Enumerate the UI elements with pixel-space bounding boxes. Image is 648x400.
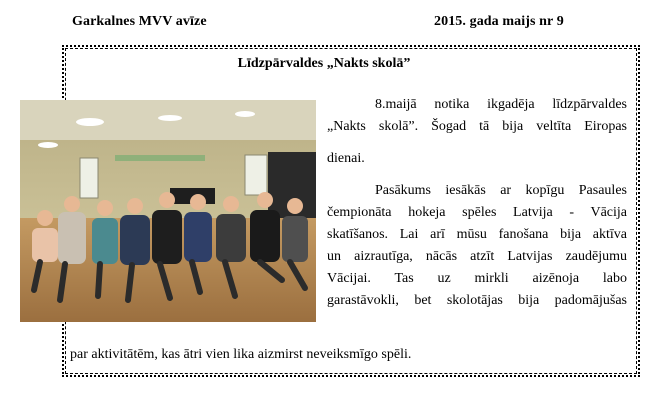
text-line: garastāvokli, bet skolotājas bija padomājušas (327, 293, 627, 308)
issue-date: 2015. gada maijs nr 9 (434, 14, 564, 29)
event-photo (20, 100, 316, 322)
paragraph-hockey (327, 180, 627, 312)
text-line: Pasākums iesākās ar kopīgu Pasaules (375, 183, 627, 198)
newspaper-name: Garkalnes MVV avīze (72, 14, 207, 29)
paragraph-ending (70, 344, 411, 366)
text-line: čempionāta hokeja spēles Latvija - Vācija (327, 205, 627, 220)
paragraph-intro (327, 94, 627, 138)
text-line: skatīšanos. Lai arī mūsu fanošana bija aktīva (327, 227, 627, 242)
text-line: „Nakts skolā”. Šogad tā bija veltīta Eiropas (327, 119, 627, 134)
article-title: Līdzpārvaldes „Nakts skolā” (237, 56, 411, 71)
text-line: par aktivitātēm, kas ātri vien lika aizmirst neveiksmīgo spēli. (70, 347, 412, 362)
text-line: Vācijai. Tas uz mirkli aizēnoja labo (327, 271, 627, 286)
text-line: dienai. (327, 151, 365, 166)
paragraph-intro-end (327, 148, 365, 170)
text-line: un aizrautīga, nācās atzīt Latvijas zaudējumu (327, 249, 627, 264)
text-line: 8.maijā notika ikgadēja līdzpārvaldes (375, 97, 627, 112)
